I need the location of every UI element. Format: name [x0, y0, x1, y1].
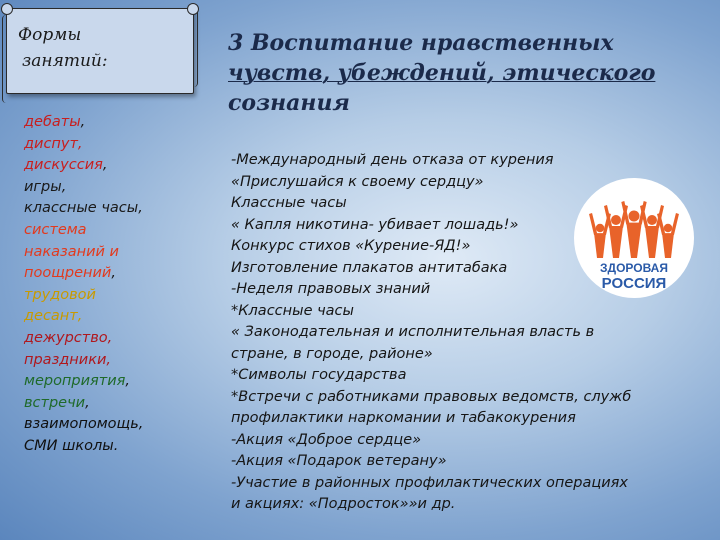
forms-list-item-punct: , [80, 114, 86, 130]
scroll-curl-right [189, 9, 198, 87]
scroll-curl-left [2, 15, 11, 103]
forms-list-item-text: дебаты [24, 114, 81, 130]
logo-figure-head [629, 211, 640, 222]
forms-list-item-text: встречи [24, 394, 86, 411]
forms-list-item [24, 285, 194, 307]
forms-title [18, 22, 178, 74]
page-heading [228, 28, 708, 118]
activity-line: и акциях: «Подросток»»и др. [231, 496, 456, 512]
forms-list-item [24, 198, 194, 220]
activity-line: -Неделя правовых знаний [231, 281, 431, 297]
forms-list-item-punct: , [138, 200, 143, 217]
forms-list-item [24, 112, 194, 134]
heading-line1: 3 Воспитание нравственных [228, 30, 614, 56]
forms-list-item [24, 328, 194, 350]
logo-figure-head [596, 224, 605, 233]
activity-line: -Участие в районных профилактических операциях [231, 474, 628, 491]
activity-line: -Акция «Доброе сердце» [231, 431, 422, 448]
forms-list-item-text: взаимопомощь, [24, 416, 144, 433]
activity-line: Конкурс стихов «Курение-ЯД!» [231, 238, 471, 254]
activity-line: Классные часы [231, 195, 347, 211]
forms-list-item-text: праздники, [24, 351, 111, 368]
heading-line3: сознания [228, 90, 350, 116]
forms-list-item [24, 177, 194, 199]
forms-list-item-text: поощрений [24, 265, 112, 282]
forms-list-item [24, 436, 194, 458]
forms-list-item [24, 263, 194, 285]
activity-line: « Законодательная и исполнительная власть в [231, 324, 595, 340]
activity-line: « Капля никотина- убивает лошадь!» [231, 216, 519, 233]
forms-list-item [24, 155, 194, 177]
forms-title-line1: Формы [18, 25, 82, 45]
activity-line: -Акция «Подарок ветерану» [231, 453, 447, 469]
forms-list-item-punct: , [111, 265, 116, 282]
forms-list-item [24, 371, 194, 393]
logo-figure-head [647, 215, 657, 225]
forms-list-item-text: классные часы [24, 200, 139, 217]
logo-figure-head [664, 224, 673, 233]
zdorovaya-rossiya-logo [572, 176, 696, 300]
heading-line2: чувств, убеждений, этического [228, 60, 656, 86]
activity-line: профилактики наркомании и табакокурения [231, 410, 576, 426]
activity-line: стране, в городе, районе» [231, 345, 433, 362]
logo-figure-head [611, 215, 621, 225]
forms-list-item-punct: , [85, 394, 90, 411]
forms-list-item-text: система [24, 221, 87, 238]
logo-text-line1: ЗДОРОВАЯ [600, 261, 668, 275]
forms-list-item-text: трудовой [24, 286, 96, 303]
forms-list-item-text: наказаний и [24, 243, 119, 260]
activity-line: -Международный день отказа от курения [231, 152, 554, 168]
forms-list-item [24, 242, 194, 264]
forms-list-item-text: СМИ школы. [24, 437, 119, 454]
forms-list-item-text: мероприятия [24, 373, 126, 390]
activity-line: *Символы государства [231, 367, 407, 383]
activity-line: «Прислушайся к своему сердцу» [231, 173, 484, 190]
forms-list-item-text: игры, [24, 178, 67, 195]
forms-list-item-text: десант, [24, 308, 83, 325]
forms-list-item-punct: , [102, 157, 108, 174]
forms-list-item-text: диспут, [24, 135, 83, 152]
forms-title-line2: занятий: [22, 51, 108, 71]
forms-list-item [24, 220, 194, 242]
forms-list-item [24, 134, 194, 156]
activity-line: *Встречи с работниками правовых ведомств, служб [231, 388, 632, 405]
activity-line: *Классные часы [231, 302, 354, 319]
forms-list-item [24, 414, 194, 436]
forms-list [24, 112, 194, 458]
forms-list-item [24, 306, 194, 328]
forms-list-item [24, 350, 194, 372]
activity-line: Изготовление плакатов антитабака [231, 259, 508, 276]
forms-list-item-punct: , [125, 373, 130, 390]
forms-list-item-text: дискуссия [24, 157, 103, 174]
forms-list-item [24, 393, 194, 415]
logo-text-line2: РОССИЯ [601, 275, 667, 292]
forms-list-item-text: дежурство, [24, 329, 113, 346]
